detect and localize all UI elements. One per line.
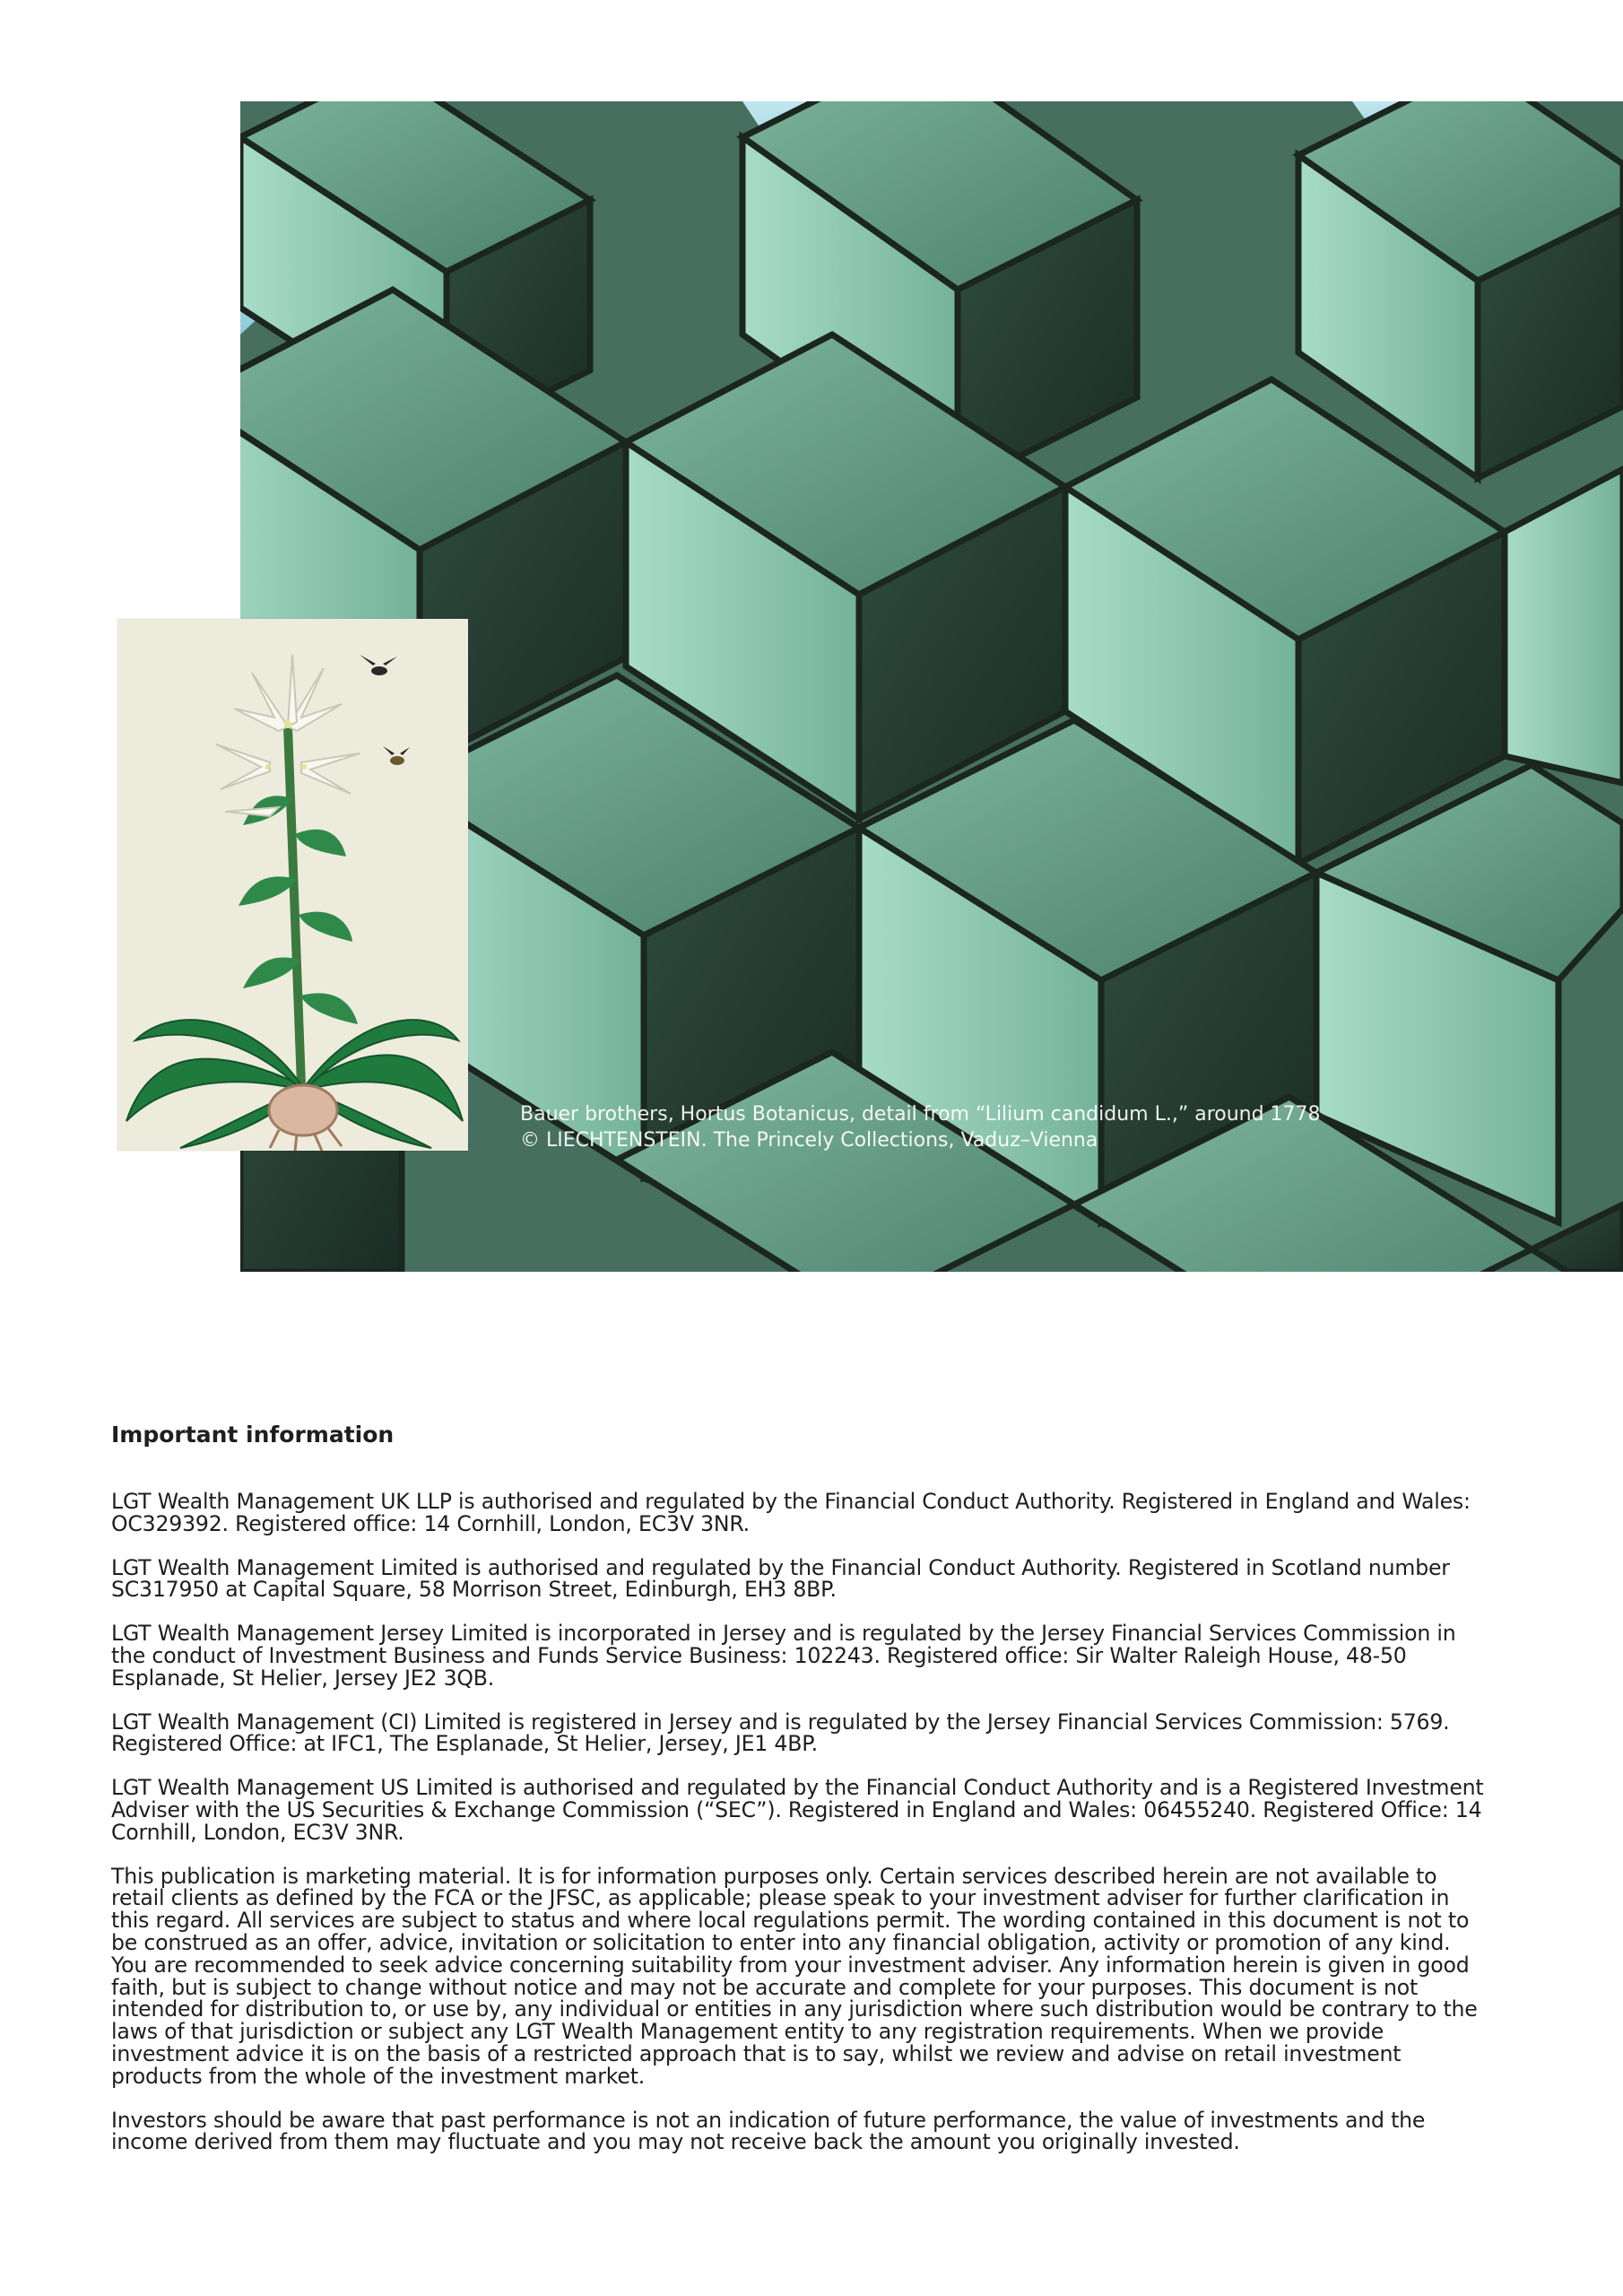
paragraph-jersey: LGT Wealth Management Jersey Limited is incorporated in Jersey and is regulated by the Jersey Financial Services Commission in the conduct of Investment Business and Funds Service Business: 102243. Registered office: Sir Walter Raleigh House, 48-50 Esplanade, St Helier, Jersey JE2 3QB. — [111, 1621, 1456, 1691]
paragraph-ci: LGT Wealth Management (CI) Limited is registered in Jersey and is regulated by the Jersey Financial Services Commission: 5769. Registered Office: at IFC1, The Esplanade, St Helier, Jersey, JE1 4BP. — [111, 1709, 1450, 1757]
paragraph-marketing: This publication is marketing material. It is for information purposes only. Certain services described herein are not available to retail clients as defined by the FCA or the JFSC, as applicable; please speak to your investment adviser for further clarification in this regard. All services are subject to status and where local regulations permit. The wording contained in this document is not to be construed as an offer, advice, invitation or solicitation to enter into any financial obligation, activity or promotion of any kind. You are recommended to seek advice concerning suitability from your investment adviser. Any information herein is given in good faith, but is subject to change without notice and may not be accurate and complete for your purposes. This document is not intended for distribution to, or use by, any individual or entities in any jurisdiction where such distribution would be contrary to the laws of that jurisdiction or subject any LGT Wealth Management entity to any registration requirements. When we provide investment advice it is on the basis of a restricted approach that is to say, whilst we review and advise on retail investment products from the whole of the investment market. — [111, 1863, 1478, 2089]
caption-line-1: Bauer brothers, Hortus Botanicus, detail from “Lilium candidum L.,” around 1778 — [520, 1103, 1321, 1126]
important-information — [111, 1422, 1488, 2175]
botanical-illustration — [117, 619, 468, 1151]
section-heading: Important information — [111, 1422, 395, 1448]
paragraph-limited: LGT Wealth Management Limited is authorised and regulated by the Financial Conduct Authority. Registered in Scotland number SC317950 at Capital Square, 58 Morrison Street, Edinburgh, EH3 8BP. — [111, 1554, 1450, 1603]
paragraph-us: LGT Wealth Management US Limited is authorised and regulated by the Financial Conduct Authority and is a Registered Investment Adviser with the US Securities & Exchange Commission (“SEC”). Registered in England and Wales: 06455240. Registered Office: 14 Cornhill, London, EC3V 3NR. — [111, 1775, 1484, 1845]
paragraph-uk-llp: LGT Wealth Management UK LLP is authorised and regulated by the Financial Conduct Authority. Registered in England and Wales: OC329392. Registered office: 14 Cornhill, London, EC3V 3NR. — [111, 1489, 1471, 1536]
caption-line-2: © LIECHTENSTEIN. The Princely Collections, Vaduz–Vienna — [520, 1129, 1098, 1152]
image-caption — [520, 1101, 1417, 1153]
paragraph-performance: Investors should be aware that past performance is not an indication of future performance, the value of investments and the income derived from them may fluctuate and you may not receive back the amount you originally invested. — [111, 2107, 1426, 2155]
